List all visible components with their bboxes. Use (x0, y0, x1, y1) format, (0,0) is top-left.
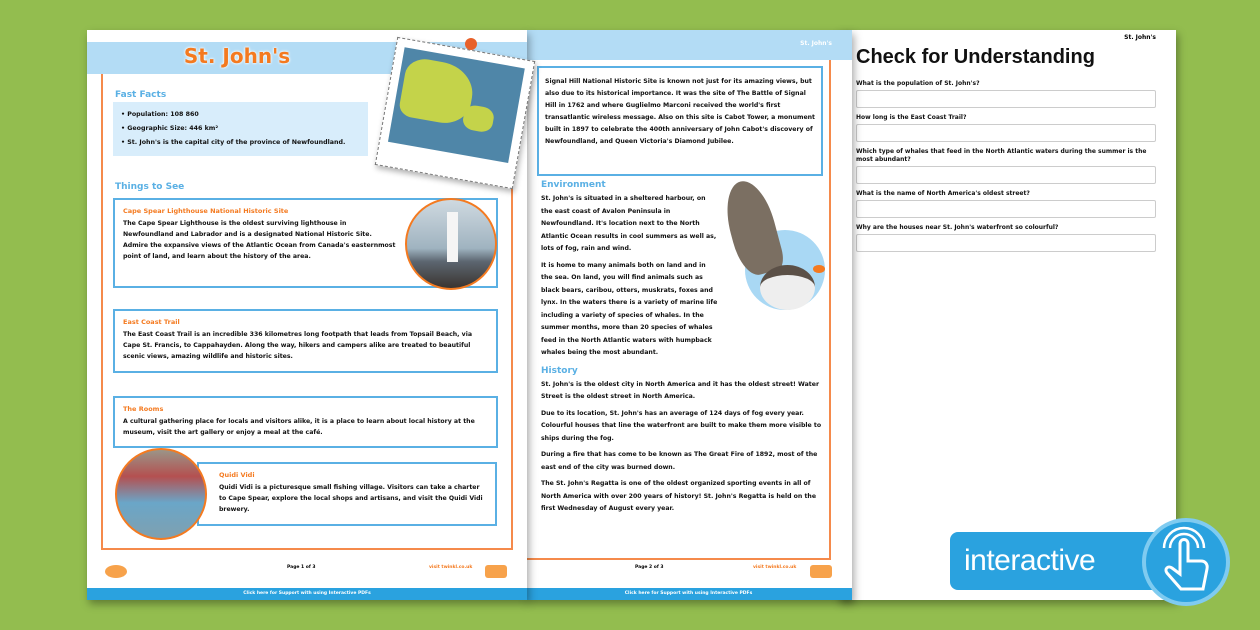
quidi-vidi-photo (115, 448, 207, 540)
twinkl-logo-badge (485, 565, 507, 578)
signal-hill-box: Signal Hill National Historic Site is known not just for its amazing views, but also due to its historical importance. It was the site of The Battle of Signal Hill in 1762 and where Guglielmo Marconi received the world's first transatlantic wireless message. Also on this site is Cabot Tower, a monument built in 1897 to celebrate the 400th anniversary of John Cabot's discovery of Newfoundland, and Queen Victoria's Diamond Jubilee. (537, 66, 823, 176)
answer-field-3[interactable] (856, 166, 1156, 184)
page-title: Check for Understanding (856, 46, 1095, 68)
page-header: St. John's (1124, 34, 1156, 41)
support-footer-link[interactable]: Click here for Support with using Interactive PDFs (525, 588, 852, 600)
map-image (388, 47, 525, 163)
page-number: Page 1 of 3 (287, 565, 316, 570)
environment-heading: Environment (541, 180, 606, 190)
page-check-for-understanding (838, 30, 1176, 600)
environment-paragraph-1: St. John's is situated in a sheltered harbour, on the east coast of Avalon Peninsula in Newfoundland. It's location next to the North Atlantic Ocean results in cool summers as well as, lots of fog, rain and wind. (541, 195, 717, 252)
fact-item: • Population: 108 860 (121, 111, 199, 118)
twinkl-logo (105, 565, 127, 578)
card-the-rooms: The Rooms A cultural gathering place for locals and visitors alike, it is a place to learn about local history at the museum, visit the art gallery or enjoy a meal at the café. (113, 396, 498, 448)
answer-field-1[interactable] (856, 90, 1156, 108)
fast-facts-box (113, 102, 368, 156)
site-link[interactable]: visit twinkl.co.uk (753, 565, 797, 570)
answer-field-4[interactable] (856, 200, 1156, 218)
pushpin-icon (465, 38, 477, 50)
page-number: Page 2 of 3 (635, 565, 664, 570)
history-paragraph-4: The St. John's Regatta is one of the oldest organized sporting events in all of North America with over 200 years of history! St. John's Regatta is held on the first Wednesday of August every year. (541, 480, 817, 512)
lighthouse-photo (405, 198, 497, 290)
answer-field-5[interactable] (856, 234, 1156, 252)
history-paragraph-2: Due to its location, St. John's has an average of 124 days of fog every year. Colourful houses that line the waterfront are built to make them more visible to ships during the fog. (541, 409, 822, 442)
page-header: St. John's (800, 40, 832, 47)
question-3: Which type of whales that feed in the North Atlantic waters during the summer is the most abundant? (856, 148, 1147, 163)
interactive-badge: interactive (950, 532, 1212, 590)
fast-facts-heading: Fast Facts (115, 90, 167, 100)
things-to-see-heading: Things to See (115, 182, 185, 192)
newfoundland-map-polaroid (375, 37, 535, 189)
touch-hand-icon (1142, 518, 1230, 606)
environment-paragraph-2: It is home to many animals both on land and in the sea. On land, you will find animals such as black bears, caribou, otters, muskrats, foxes and lynx. In the waters there is a variety of marine life including a variety of species of whales. In the summer months, more than 20 species of whales feed in the North Atlantic waters with humpback whales being the most abundant. (541, 261, 718, 356)
site-link[interactable]: visit twinkl.co.uk (429, 565, 473, 570)
support-footer-link[interactable]: Click here for Support with using Interactive PDFs (87, 588, 527, 600)
history-paragraph-1: St. John's is the oldest city in North America and it has the oldest street! Water Street is the oldest street in North America. (541, 380, 820, 400)
card-cape-spear: Cape Spear Lighthouse National Historic Site The Cape Spear Lighthouse is the oldest surviving lighthouse in Newfoundland and Labrador and is a designated National Historic Site. Admire the expansive views of the Atlantic Ocean from Canada's easternmost point of land, and learn about the history of the area. (113, 198, 498, 288)
history-heading: History (541, 365, 578, 376)
question-5: Why are the houses near St. John's waterfront so colourful? (856, 224, 1059, 231)
question-1: What is the population of St. John's? (856, 80, 980, 87)
page-title: St. John's (183, 44, 291, 68)
question-4: What is the name of North America's oldest street? (856, 190, 1030, 197)
card-quidi-vidi: Quidi Vidi Quidi Vidi is a picturesque small fishing village. Visitors can take a charter to Cape Spear, explore the local shops and artisans, and visit the Quidi Vidi brewery. (197, 462, 497, 526)
fact-item: • Geographic Size: 446 km² (121, 125, 219, 132)
history-paragraph-3: During a fire that has come to be known as The Great Fire of 1892, most of the east end of the city was burned down. (541, 451, 818, 471)
question-2: How long is the East Coast Trail? (856, 114, 967, 121)
content-column (541, 180, 827, 520)
card-east-coast-trail: East Coast Trail The East Coast Trail is an incredible 336 kilometres long footpath that leads from Topsail Beach, via Cape St. Francis, to Cappahayden. Along the way, hikers and campers alike are treated to beautiful scenic views, amazing wildlife and historic sites. (113, 309, 498, 373)
twinkl-logo (810, 565, 832, 578)
fact-item: • St. John's is the capital city of the province of Newfoundland. (121, 139, 346, 146)
answer-field-2[interactable] (856, 124, 1156, 142)
page-2 (525, 30, 852, 600)
